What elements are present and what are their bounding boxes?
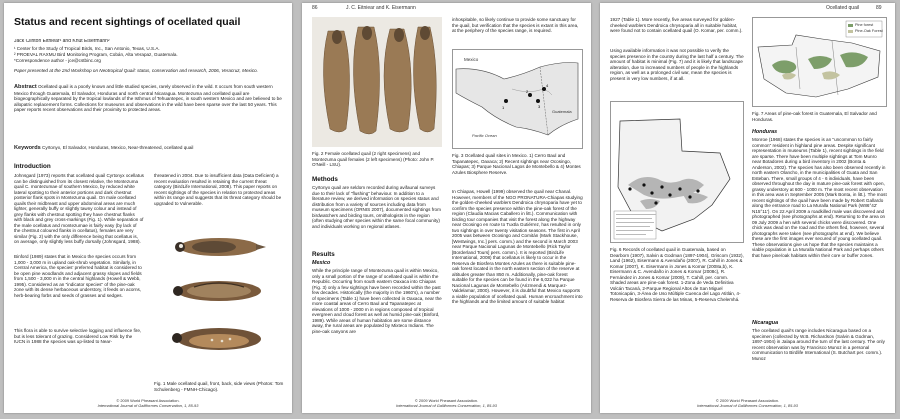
correspondence: *Correspondence author - jce@cstbinc.org	[14, 58, 101, 63]
figure-7-pine-oak-map	[752, 17, 887, 107]
column-2-text: In Chiapas, Howell (1999) observed the quail near Chanal. However, members of the NGO PRONATURA-Chiapas studying the golden-cheeked warblers Dendroica chrysoparia have yet to confirm the species presence within the pine-oak forest of the region (Claudia Macias Caballero in litt.). Communication with birding tour companies that visit the forest along the highway near Ocosingo en route to Tuxtla Gutiérrez, has resulted in only two sightings in over twenty visitation seasons. The first in April 2005 was between Ocosingo and Comitán (Mark Stackhouse, [Westwings, Inc.] pers. comm.) and the second in March 2003 near Parque Nacional Lagunas de Montebello (Rick Taylor [Borderland Tours] pers. comm.). It is reported (BirdLife International, 2008) that ocellatus is likely to occur in the Reserva de Biosfera Montes Azules as there is suitable pine-oak forest located in the north eastern section of the reserve at altitudes greater than 850 m. Additionally, pine-oak forest suitable for the species can be found in the 6,022 ha Parque Nacional Lagunas de Montebello (Arizmendi & Marquez-Valdelamar, 2000). However, it is doubtful that Mexico supports a viable population of ocellated quail. Human encroachment into the highlands and the limited amount of suitable habitat	[452, 189, 583, 304]
page-1-footer	[4, 399, 292, 409]
abstract-label: Abstract	[14, 84, 37, 90]
column-2-top-text: inhospitable, so likely continue to provide some sanctuary for the quail, but verification that the species is extant in this area, at the periphery of the species range, is required.	[452, 17, 579, 33]
page-1	[4, 3, 292, 413]
legend-pine-oak-forest: Pine-Oak Forest	[855, 29, 883, 33]
site-3-marker	[536, 99, 540, 103]
figure-1-male-quail-photos	[154, 229, 284, 377]
page-number: 86	[312, 5, 318, 11]
page-1-content	[14, 13, 284, 399]
introduction-para-1: Johnsgard (1973) reports that ocellated quail Cyrtonyx ocellatus can be distinguished from its closest relative, the Montezuma quail C. montezumae of southern Mexico, by reduced white lateral spotting to their anterior portions and dark chestnut posterior flank spots in Montezuma quail. On male ocellated quails their midbreast and upper abdominal areas are much lighter, generally buffy or slightly tawny colour and instead of grey flanks with chestnut spotting they have chestnut flanks with black and grey cross-markings (Fig. 1). While separation of the male ocellatus and montezumae is fairly easy (by lack of the chestnut coloured flanks in ocellatus), females are very similar (Fig. 2) with the only difference being that ocellatus is, on average, only slightly less buffy dorsally (Johnsgard, 1988).	[14, 173, 144, 244]
mexico-heading: Mexico	[312, 260, 331, 266]
article-title: Status and recent sightings of ocellated quail	[14, 16, 241, 28]
page-2-footer	[302, 399, 591, 409]
figure-2-caption: Fig. 2 Female ocellated quail (2 right specimens) and Montezuma quail females (2 left specimens) (Photo: John P. O'Neill - LSU).	[312, 151, 435, 167]
introduction-para-3: This flora is able to survive selective logging and influence fire, but is less tolerant of grazing. Considered Low Risk by the IUCN in 1988 the species was up-listed to Near-	[14, 328, 142, 344]
figure-3-caption: Fig. 3 Ocellated quail sites in Mexico. 1) Cerro Baul and Tapanatepec, Oaxaca; 2) Recent sightings near Ocosingo, Chiapas; 3) Parque Nacional Lagos de Montebello & 4) Montes Azules Biosphere Reserve.	[452, 153, 581, 175]
page-2-content	[312, 17, 583, 399]
journal-citation: International Journal of Galliformes Conservation, 1, 85-93	[697, 403, 798, 409]
map-label-guatemala: Guatemala	[552, 109, 572, 114]
keywords	[14, 145, 284, 152]
figure-3-mexico-map	[452, 49, 583, 149]
column-2-text: threatened in 2004. Due to insufficient data (Data Deficient) a recent evaluation resulted in retaining the current threat category (BirdLife International, 2008). This paper reports on recent sightings of the species in relation to protected areas within its range and suggests that its threat category should be upgraded to Vulnerable.	[154, 173, 282, 206]
keywords-label: Keywords	[14, 145, 41, 151]
svg-text:1: 1	[502, 105, 505, 110]
nicaragua-heading: Nicaragua	[752, 320, 779, 326]
site-2-marker	[528, 93, 532, 97]
journal-citation: International Journal of Galliformes Conservation, 1, 85-93	[97, 403, 199, 409]
svg-text:2: 2	[526, 89, 529, 94]
introduction-heading: Introduction	[14, 163, 51, 170]
nicaragua-text: The ocellated quail's range includes Nicaragua based on a specimen (collected by W.B. Richardson (Salvin & Godman, 1897-1904) in Jalapa around the turn of the last century. The only recent observation was by Francisco Munoz in a personal communication to Birdlife International (S. Butchart per. comm.). Munoz	[752, 328, 885, 361]
results-heading: Results	[312, 251, 335, 258]
svg-text:3: 3	[538, 104, 541, 109]
map-label-mexico: Mexico	[464, 57, 479, 62]
figure-1-caption: Fig. 1 Male ocellated quail, front, back, side views (Photos: Tom Schulenberg - FMNH-Chicago).	[154, 381, 284, 392]
running-header-title: Ocellated quail	[826, 5, 860, 11]
page-3-content	[610, 17, 887, 399]
svg-text:4: 4	[546, 83, 549, 88]
mexico-text: While the principle range of Montezuma quail is within Mexico, only a small portion of the range of ocellated quail is within the Republic. Occurring from south eastern Oaxaca into Chiapas (Fig. 3) only a few sightings have been recorded within the past few decades. Historically (the majority in the 1960's), a number of specimens (Table 1) have been collected in Oaxaca, near the more coastal areas of Cerro Baul and Tapanatepec at elevations of 1000 - 2000 m in regions composed of tropical evergreen and cloud forest as well as humid pine-oak (Binford, 1989). While areas of human habitation are some distance away, the rural areas are populated by Mixteco Indians. The pine-oak canyons are	[312, 268, 442, 334]
figure-6-guatemala-map	[610, 101, 744, 243]
quail-specimen-images	[154, 229, 284, 377]
methods-heading: Methods	[312, 176, 338, 183]
page-3-footer	[600, 399, 895, 409]
figure-2-female-quail-photo	[312, 17, 442, 147]
journal-citation: International Journal of Galliformes Conservation, 1, 85-93	[396, 403, 497, 409]
page-3	[600, 3, 895, 413]
map-label-pacific: Pacific Ocean	[472, 133, 497, 138]
figure-6-caption: Fig. 6 Records of ocellated quail in Guatemala, based on Dearborn (1907), Salvin & Godman (1897-1904), Griscom (1932), Land (1962), Eisermann & Avendaño (2007), R. Cahill in Jones & Komar (2007), K. Eisermann in Jones & Komar (2008a,b), K. Eisermann & C. Avendaño in Jones & Komar (2008c), R. Fernández in Jones & Komar (2009), T. Cahill, per. comm. Shaded areas are pine-oak forest. 1-Zona de Veda Definitiva Volcán Tacaná, 2-Parque Regional Altos de San Miguel Totonicapán, 3-Área de Uso Múltiple Cuenca del Lago Atitlán, 4-Reserva de Biosfera Sierra de las Minas, 5-Reserva Chelemhá.	[610, 247, 744, 302]
presented-note: Paper presented at the 2nd Workshop on Neotropical Quail: status, conservation and research, 2006, Veracruz, Mexico.	[14, 68, 258, 73]
keywords-text: Cyrtonyx, El Salvador, Honduras, Mexico, Near-threatened, ocellated quail	[42, 145, 194, 150]
honduras-text: Monroe (1968) states the species is an "uncommon to fairly common" resident in highland pine areas. Despite significant representation in museums (Table 1), recent sightings in the field are sparse. There have been multiple sightings at Tom Munro near Botadores during a bird inventory in 2002 (Bonta & Anderson, 2002). The species has also been observed recently in north eastern Olancho, in the municipalities of Guata and San Esteban. There, small groups of 4 - 6 individuals, have been observed throughout the day in mature pine-oak forest with open, grassy understory at 600 - 1000 m. The most recent observation in this area was in September 2005 (Mark Bonta, in litt.). The most recent sightings of the quail have been made by Robert Gallardo along the entrance road to La Muralla National Park (W86°42' N15°11'). On 22 April 2009 a roadkilled male was discovered and photographed (see photographs at end). Returning to the area on 09 July 2009 a hen with several chicks were discovered. One chick was dead on the road and the others fled, however, several photographs were taken (see photographs at end). We believe these are the first images ever secured of young ocellated quail. These observations give us hope that the species maintains a viable population in La Muralla National Park and perhaps others that have pine/oak habitats within their core or buffer zones.	[752, 137, 887, 258]
copyright: © 2009 World Pheasant Association.	[116, 398, 180, 404]
column-1-para-2: Using available information it was not possible to verify the species presence in the country during the last half a century. The amount of habitat is minimal (Fig. 7) and it is likely that landscape alteration, due to increased numbers of people in the highlands region, as well as a prolonged civil war, mean the species is present in very low numbers, if at all.	[610, 48, 744, 81]
abstract	[14, 84, 284, 138]
column-1-top-text: 1927 (Table 1). More recently, five areas surveyed for golden-cheeked warblers Dendroica chrysoparia all in suitable habitat, were found not to contain ocellated quail (O. Komar, per. comm.).	[610, 17, 743, 33]
page-2	[302, 3, 591, 413]
honduras-heading: Honduras	[752, 129, 778, 135]
legend-pine-forest: Pine forest	[855, 23, 874, 27]
page-number: 89	[876, 5, 882, 11]
copyright: © 2009 World Pheasant Association.	[414, 398, 479, 404]
female-quail-specimens	[312, 17, 442, 147]
affiliation-1: ¹ Center for the Study of Tropical Birds, Inc., San Antonio, Texas, U.S.A.	[14, 46, 160, 51]
authors: Jack Clinton Eitniear¹ and Knut Eisermann²	[14, 39, 110, 44]
copyright: © 2009 World Pheasant Association.	[715, 398, 780, 404]
methods-text: Cyrtonyx quail are seldom recorded during avifaunal surveys due to their lack of "flushing" behaviour. In addition to a literature review, we derived information on species status and distribution from a variety of sources including data from museum specimens (ORNIS 2007), documented sightings from birdwatchers and birding tours, ornithologists in the region (often studying other species within the same focal community) and individuals working on regional atlases.	[312, 185, 441, 229]
map-guatemala-records	[610, 101, 744, 243]
affiliation-2: ² PROEVAL RAXMU Bird Monitoring Program, Cobán, Alta Verapaz, Guatemala.	[14, 52, 178, 57]
abstract-text: Ocellated quail is a poorly known and little studied species, rarely observed in the wild. It occurs from south western Mexico through Guatemala, El Salvador, Honduras and north central Nicaragua. Montezuma and ocellated quail are biogeographically separated by the tropical lowlands of the Isthmus of Tehuantepec, in south western Mexico and are believed to be allopatric replacement forms. Collections for museums and observations in the wild have been sparse over the last 50 years. This paper reports recent observations and their proximity to protected areas.	[14, 84, 282, 112]
figure-7-caption: Fig. 7 Areas of pine-oak forest in Guatemala, El Salvador and Honduras.	[752, 111, 877, 122]
introduction-para-2: Binford (1989) states that in Mexico the species occurs from 1,000 - 3,000 m in upland oak-shrub vegetation. Similarly, in Central America, the species' preferred habitat is considered to be open pine woodlands and adjacent grassy slopes and fields from 1,500 - 3,000 m in the central highlands (Howell & Webb, 1995). Considered as an "indicator species" of the pine-oak zone with its dense herbaceous understory, it feeds on acorns, herb-bearing forbs and seeds of grasses and sedges.	[14, 254, 142, 298]
site-1-marker	[504, 99, 508, 103]
running-header-authors: J. C. Eitniear and K. Eisermann	[346, 5, 416, 11]
